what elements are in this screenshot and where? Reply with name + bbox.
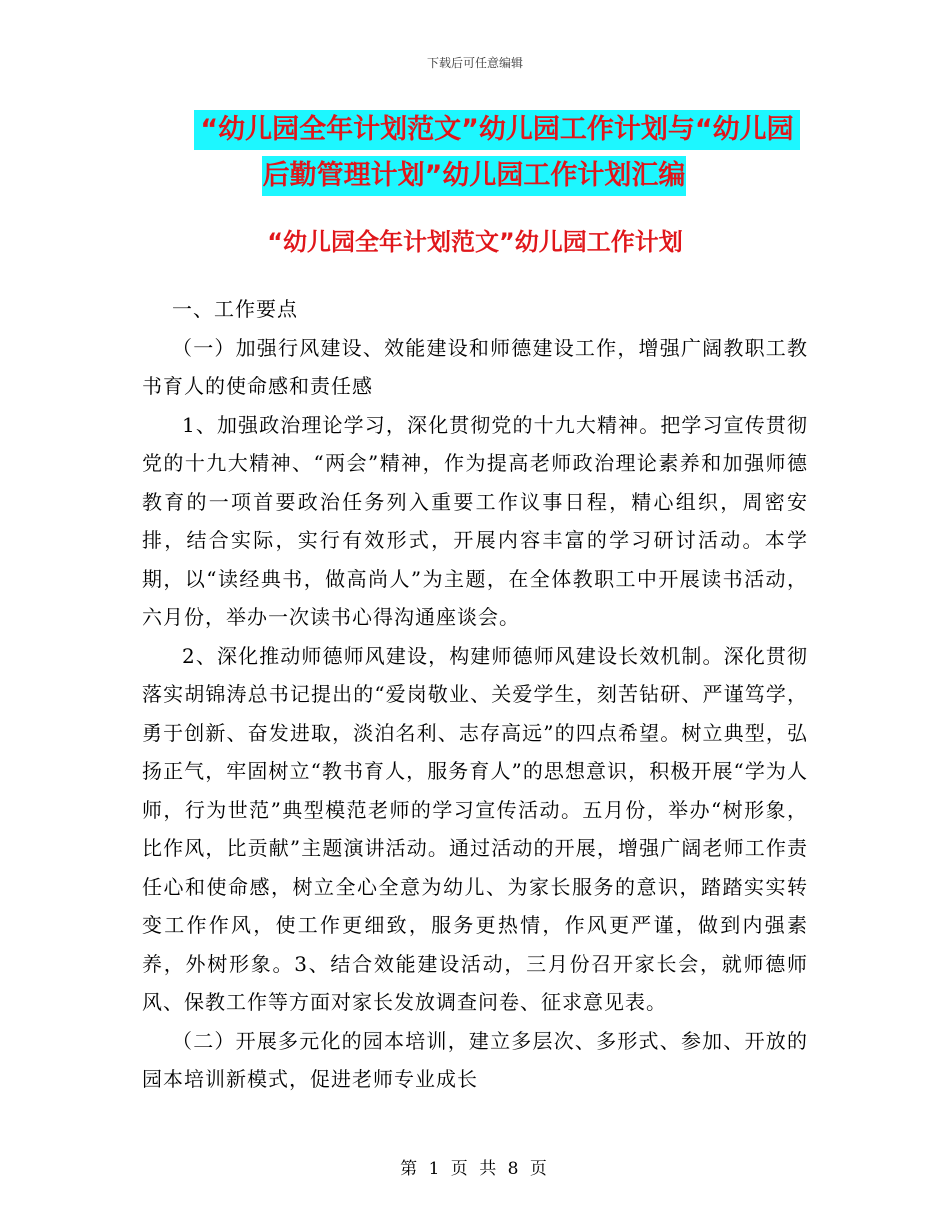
paragraph-item-1: 1、加强政治理论学习，深化贯彻党的十九大精神。把学习宣传贯彻党的十九大精神、“两会”精神，作为提高老师政治理论素养和加强师德教育的一项首要政治任务列入重要工作议事日程，精心组织，周密安排，结合实际，实行有效形式，开展内容丰富的学习研讨活动。本学期，以“读经典书，做高尚人”为主题，在全体教职工中开展读书活动，六月份，举办一次读书心得沟通座谈会。 bbox=[142, 412, 808, 629]
paragraph-subheading-2: （二）开展多元化的园本培训，建立多层次、多形式、参加、开放的园本培训新模式，促进老师专业成长 bbox=[142, 1028, 808, 1091]
document-title-line-2: 后勤管理计划”幼儿园工作计划汇编 bbox=[262, 156, 686, 196]
document-body bbox=[142, 290, 808, 1099]
page-number: 第 1 页 共 8 页 bbox=[400, 1159, 550, 1179]
paragraph-heading: 一、工作要点 bbox=[172, 297, 298, 321]
header-note: 下载后可任意编辑 bbox=[426, 56, 523, 70]
paragraph-item-2: 2、深化推动师德师风建设，构建师德师风建设长效机制。深化贯彻落实胡锦涛总书记提出的“爱岗敬业、关爱学生，刻苦钻研、严谨笃学，勇于创新、奋发进取，淡泊名利、志存高远”的四点希望。树立典型，弘扬正气，牢固树立“教书育人，服务育人”的思想意识，积极开展“学为人师，行为世范”典型模范老师的学习宣传活动。五月份，举办“树形象，比作风，比贡献”主题演讲活动。通过活动的开展，增强广阔老师工作责任心和使命感，树立全心全意为幼儿、为家长服务的意识，踏踏实实转变工作作风，使工作更细致，服务更热情，作风更严谨，做到内强素养，外树形象。3、结合效能建设活动，三月份召开家长会，就师德师风、保教工作等方面对家长发放调查问卷、征求意见表。 bbox=[142, 643, 808, 1014]
section-title: “幼儿园全年计划范文”幼儿园工作计划 bbox=[267, 228, 683, 256]
paragraph-subheading-1: （一）加强行风建设、效能建设和师德建设工作，增强广阔教职工教书育人的使命感和责任感 bbox=[142, 335, 808, 398]
document-title-line-1: “幼儿园全年计划范文”幼儿园工作计划与“幼儿园 bbox=[194, 110, 800, 150]
